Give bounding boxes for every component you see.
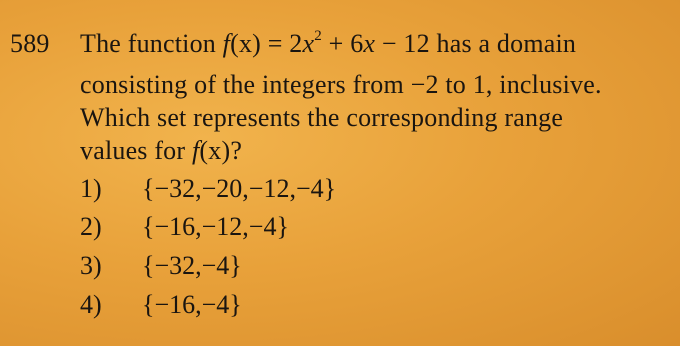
choice-2[interactable] [80,212,289,242]
choice-label: 1) [80,174,102,203]
choice-value: {−16,−4} [142,290,242,319]
function-name: f [222,29,231,58]
choice-value: {−16,−12,−4} [142,212,289,241]
question-line-4 [80,136,242,166]
question-line-3: Which set represents the corresponding range [80,103,564,132]
choice-3[interactable] [80,251,242,281]
choice-value: {−32,−4} [142,251,242,280]
line4-function-argument: (x) [199,136,231,165]
choice-4[interactable] [80,290,242,320]
question-line-2: consisting of the integers from −2 to 1, inclusive. [80,70,602,99]
choice-1[interactable] [80,174,336,204]
question-text-start: The function [80,29,223,58]
line4-text: values for [80,136,192,165]
variable-x-linear: x [363,29,376,58]
choice-label: 2) [80,212,102,241]
choice-value: {−32,−20,−12,−4} [142,174,337,203]
question-line-1 [80,29,576,63]
variable-x-squared: x [302,29,315,58]
line4-question-mark: ? [230,136,243,165]
choice-label: 4) [80,290,102,319]
linear-term: + 6 [321,29,364,58]
function-argument: (x) [230,29,262,58]
exponent: 2 [314,28,322,44]
line4-function-name: f [191,136,200,165]
question-number: 589 [10,29,50,58]
question-text-end: − 12 has a domain [375,29,577,58]
equals-coefficient: = 2 [261,29,303,58]
choice-label: 3) [80,251,102,280]
